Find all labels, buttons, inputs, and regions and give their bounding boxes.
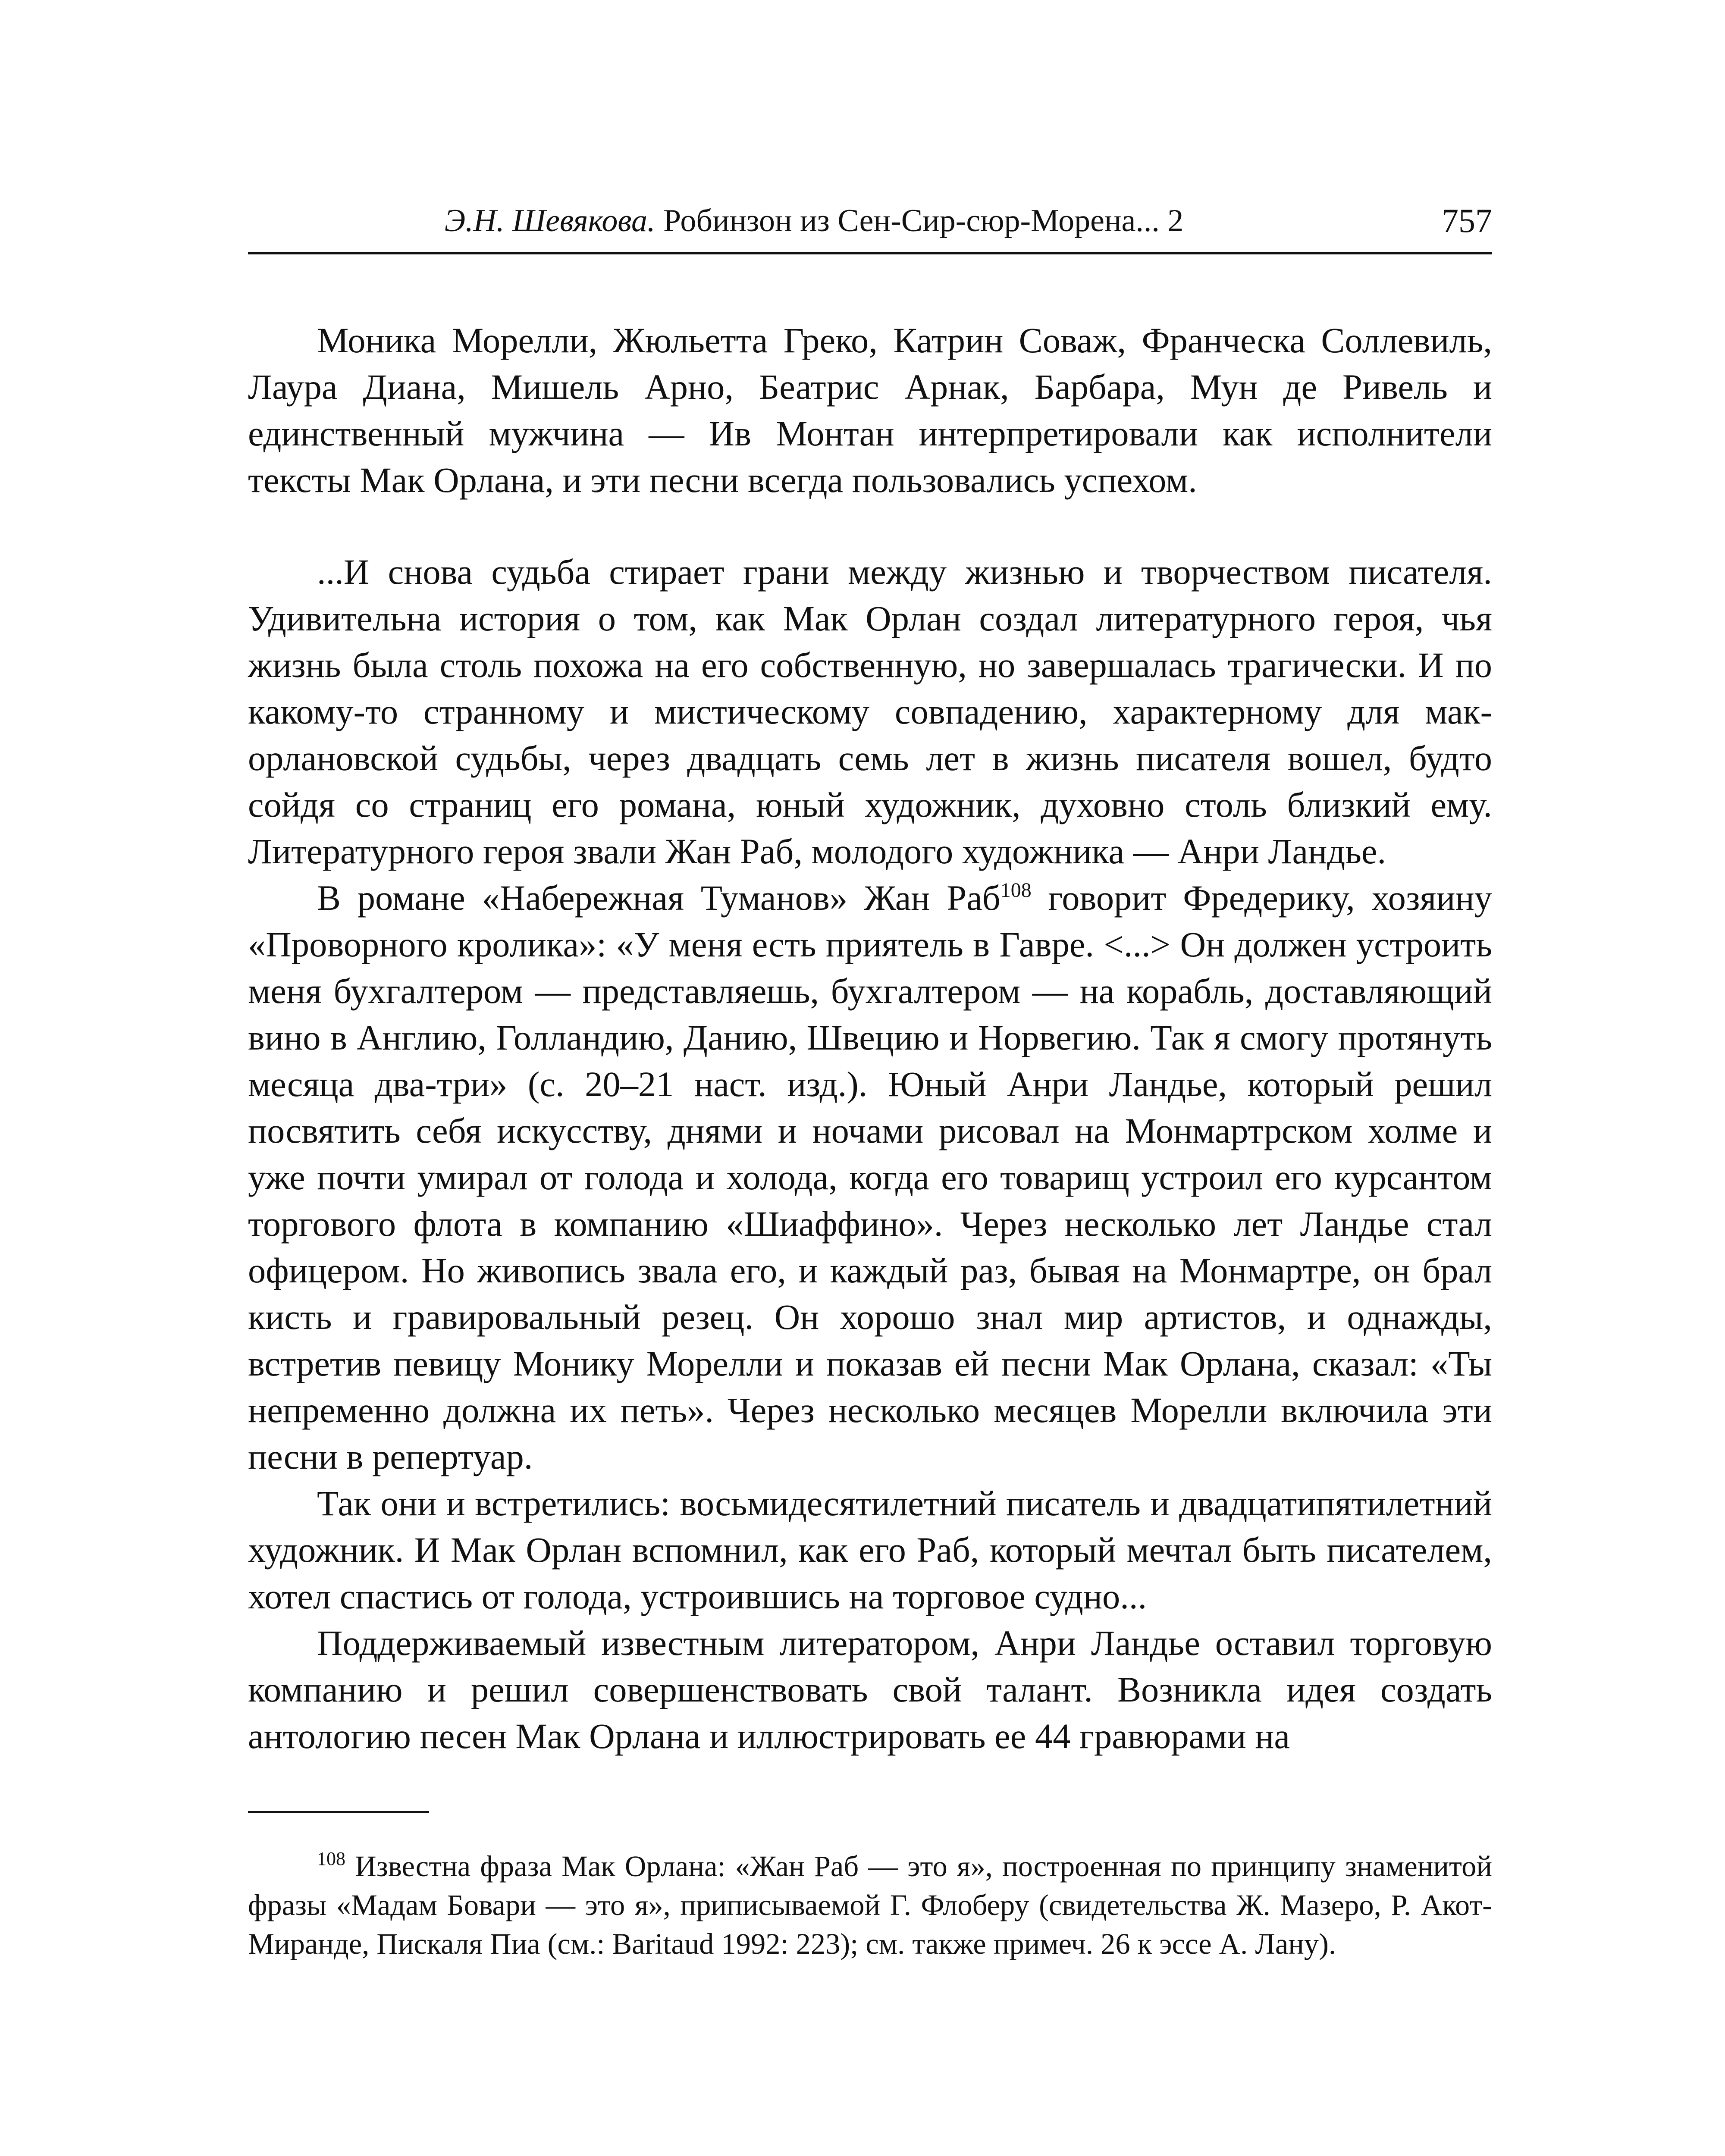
- running-head-work-title: Робинзон из Сен-Сир-сюр-Морена... 2: [655, 203, 1184, 238]
- paragraph-2: ...И снова судьба стирает грани между жизнью и творчеством писателя. Удивительна история о том, как Мак Орлан создал литературного героя, чья жизнь была столь похожа на его собственную, но завершалась трагически. И по какому-то странному и мистическому совпадению, характерному для мак-орлановской судьбы, через двадцать семь лет в жизнь писателя вошел, будто сойдя со страниц его романа, юный художник, духовно столь близкий ему. Литературного героя звали Жан Раб, молодого художника — Анри Ландье.: [248, 552, 1492, 871]
- paragraph-3-after-note: говорит Фредерику, хозяину «Проворного кролика»: «У меня есть приятель в Гавре. <...> Он должен устроить меня бухгалтером — представляешь, бухгалтером — на корабль, доставляющий вино в Англию, Голландию, Данию, Швецию и Норвегию. Так я смогу протянуть месяца два-три» (с. 20–21 наст. изд.). Юный Анри Ландье, который решил посвятить себя искусству, днями и ночами рисовал на Монмартрском холме и уже почти умирал от голода и холода, когда его товарищ устроил его курсантом торгового флота в компанию «Шиаффино». Через несколько лет Ландье стал офицером. Но живопись звала его, и каждый раз, бывая на Монмартре, он брал кисть и гравировальный резец. Он хорошо знал мир артистов, и однажды, встретив певицу Монику Морелли и показав ей песни Мак Орлана, сказал: «Ты непременно должна их петь». Через несколько месяцев Морелли включила эти песни в репертуар.: [248, 878, 1492, 1476]
- header-rule: [248, 252, 1492, 254]
- paragraph-1: Моника Морелли, Жюльетта Греко, Катрин Соваж, Франческа Соллевиль, Лаура Диана, Мишель Арно, Беатрис Арнак, Барбара, Мун де Ривель и единственный мужчина — Ив Монтан интерпретировали как исполнители тексты Мак Орлана, и эти песни всегда пользовались успехом.: [248, 320, 1492, 500]
- footnote-rule: [248, 1811, 429, 1813]
- paragraph-3-before-note: В романе «Набережная Туманов» Жан Раб: [317, 878, 1000, 918]
- body-text: [248, 317, 1492, 1759]
- page-number: 757: [1442, 202, 1492, 239]
- footnote-text: Известна фраза Мак Орлана: «Жан Раб — это я», построенная по принципу знаменитой фразы «Мадам Бовари — это я», приписываемой Г. Флоберу (свидетельства Ж. Мазеро, Р. Акот-Миранде, Пискаля Пиа (см.: Baritaud 1992: 223); см. также примеч. 26 к эссе А. Лану).: [248, 1850, 1492, 1960]
- footnote-reference: 108: [1000, 879, 1032, 902]
- running-head-title: [248, 199, 1380, 242]
- paragraph-5: Поддерживаемый известным литератором, Анри Ландье оставил торговую компанию и решил совершенствовать свой талант. Возникла идея создать антологию песен Мак Орлана и иллюстрировать ее 44 гравюрами на: [248, 1623, 1492, 1756]
- footnote-number: 108: [317, 1848, 345, 1869]
- running-head-author: Э.Н. Шевякова.: [444, 203, 656, 238]
- paragraph-3: [248, 874, 1492, 1480]
- running-head: [248, 199, 1492, 242]
- footnote: [248, 1847, 1492, 1963]
- paragraph-4: Так они и встретились: восьмидесятилетний писатель и двадцатипятилетний художник. И Мак Орлан вспомнил, как его Раб, который мечтал быть писателем, хотел спастись от голода, устроившись на торговое судно...: [248, 1483, 1492, 1616]
